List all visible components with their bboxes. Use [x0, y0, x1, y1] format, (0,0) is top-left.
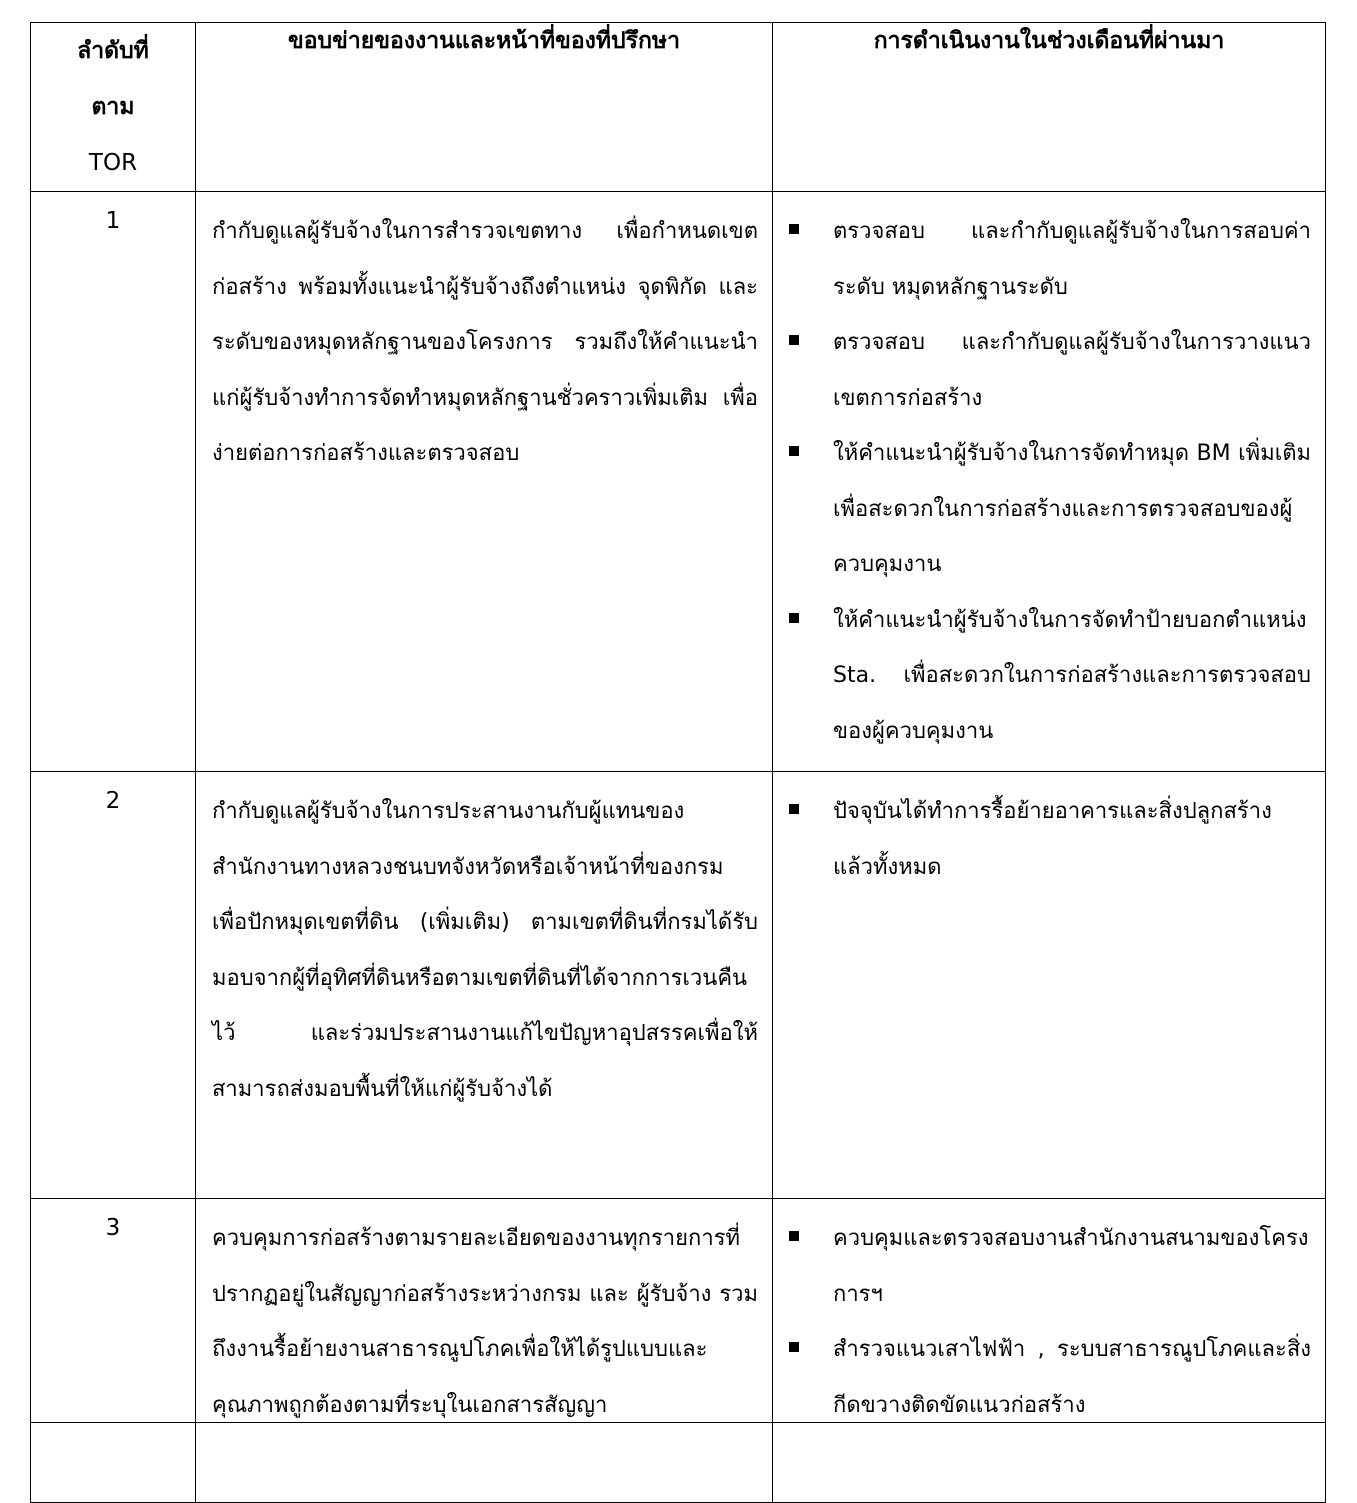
progress-item: สำรวจแนวเสาไฟฟ้า , ระบบสาธารณูปโภคและสิ่งกีดขวางติดขัดแนวก่อสร้าง: [783, 1322, 1311, 1433]
progress-cell: [773, 1199, 1326, 1503]
progress-item: ควบคุมและตรวจสอบงานสำนักงานสนามของโครงการฯ: [783, 1211, 1311, 1322]
scope-cell: ควบคุมการก่อสร้างตามรายละเอียดของงานทุกรายการที่ปรากฏอยู่ในสัญญาก่อสร้างระหว่างกรม และ ผู้รับจ้าง รวมถึงงานรื้อย้ายงานสาธารณูปโภคเพื่อให้ได้รูปแบบและคุณภาพถูกต้องตามที่ระบุในเอกสารสัญญา: [196, 1199, 773, 1503]
bottom-divider: [30, 1422, 1325, 1423]
header-tor-number: [31, 23, 196, 192]
table-row: [31, 192, 1326, 772]
header-col1-line1: ลำดับที่: [77, 38, 149, 64]
row-number: 3: [31, 1199, 196, 1503]
progress-item: ตรวจสอบ และกำกับดูแลผู้รับจ้างในการสอบค่าระดับ หมุดหลักฐานระดับ: [783, 204, 1311, 315]
header-progress: การดำเนินงานในช่วงเดือนที่ผ่านมา: [773, 23, 1326, 192]
square-bullet-icon: [789, 1342, 799, 1352]
progress-cell: [773, 772, 1326, 1199]
table-row: [31, 1199, 1326, 1503]
progress-cell: [773, 192, 1326, 772]
header-scope: ขอบข่ายของงานและหน้าที่ของที่ปรึกษา: [196, 23, 773, 192]
square-bullet-icon: [789, 613, 799, 623]
square-bullet-icon: [789, 335, 799, 345]
square-bullet-icon: [789, 804, 799, 814]
header-col1-line3: TOR: [88, 150, 138, 176]
square-bullet-icon: [789, 224, 799, 234]
row-number: 1: [31, 192, 196, 772]
progress-item: ให้คำแนะนำผู้รับจ้างในการจัดทำหมุด BM เพิ่มเติม เพื่อสะดวกในการก่อสร้างและการตรวจสอบของผู้ควบคุมงาน: [783, 426, 1311, 593]
progress-item: ปัจจุบันได้ทำการรื้อย้ายอาคารและสิ่งปลูกสร้างแล้วทั้งหมด: [783, 784, 1311, 895]
table-row: [31, 772, 1326, 1199]
row-number: 2: [31, 772, 196, 1199]
consultant-work-table: [30, 22, 1326, 1503]
scope-cell: กำกับดูแลผู้รับจ้างในการสำรวจเขตทาง เพื่อกำหนดเขตก่อสร้าง พร้อมทั้งแนะนำผู้รับจ้างถึงตำแหน่ง จุดพิกัด และระดับของหมุดหลักฐานของโครงการ รวมถึงให้คำแนะนำแก่ผู้รับจ้างทำการจัดทำหมุดหลักฐานชั่วคราวเพิ่มเติม เพื่อง่ายต่อการก่อสร้างและตรวจสอบ: [196, 192, 773, 772]
square-bullet-icon: [789, 1231, 799, 1241]
header-col1-line2: ตาม: [91, 94, 135, 120]
table-header-row: [31, 23, 1326, 192]
square-bullet-icon: [789, 446, 799, 456]
progress-item: ให้คำแนะนำผู้รับจ้างในการจัดทำป้ายบอกตำแหน่ง Sta. เพื่อสะดวกในการก่อสร้างและการตรวจสอบของผู้ควบคุมงาน: [783, 593, 1311, 760]
scope-cell: กำกับดูแลผู้รับจ้างในการประสานงานกับผู้แทนของสำนักงานทางหลวงชนบทจังหวัดหรือเจ้าหน้าที่ของกรม เพื่อปักหมุดเขตที่ดิน (เพิ่มเติม) ตามเขตที่ดินที่กรมได้รับมอบจากผู้ที่อุทิศที่ดินหรือตามเขตที่ดินที่ได้จากการเวนคืนไว้ และร่วมประสานงานแก้ไขปัญหาอุปสรรคเพื่อให้สามารถส่งมอบพื้นที่ให้แก่ผู้รับจ้างได้: [196, 772, 773, 1199]
progress-item: ตรวจสอบ และกำกับดูแลผู้รับจ้างในการวางแนวเขตการก่อสร้าง: [783, 315, 1311, 426]
